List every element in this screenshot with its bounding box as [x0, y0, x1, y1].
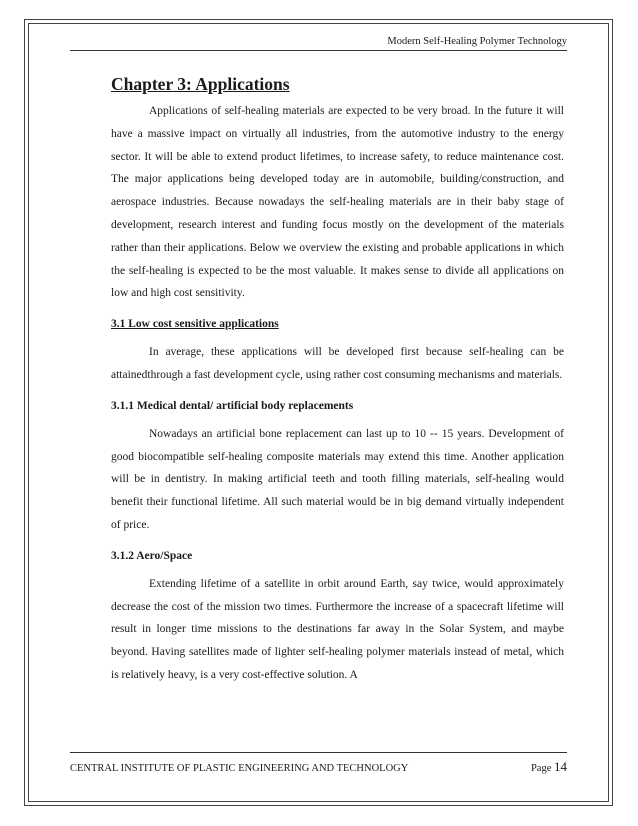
running-header	[70, 36, 567, 51]
page-number-label	[531, 759, 567, 775]
section-3-1-2-paragraph: Extending lifetime of a satellite in orbit around Earth, say twice, would approximately decrease the cost of the mission two times. Furthermore the increase of a spacecraft lifetime will result in longer time missions to the destinations far away in the Solar System, and maybe beyond. Having satellites made of lighter self-healing polymer materials instead of metal, which is relatively heavy, is a very cost-effective solution. A	[111, 577, 564, 681]
chapter-intro-paragraph: Applications of self-healing materials are expected to be very broad. In the future it will have a massive impact on virtually all industries, from the automotive industry to the energy sector. It will be able to extend product lifetimes, to increase safety, to reduce maintenance cost. The major applications being developed today are in automobile, building/construction, and aerospace industries. Because nowadays the self-healing materials are in their baby stage of development, research interest and funding focus mostly on the development of the materials rather than their applications. Below we overview the existing and probable applications in which the self-healing is expected to be the most valuable. It makes sense to divide all applications on low and high cost sensitivity.	[111, 105, 564, 300]
section-3-1-heading: 3.1 Low cost sensitive applications	[111, 318, 279, 331]
section-3-1-2-heading: 3.1.2 Aero/Space	[111, 549, 193, 562]
chapter-title: Chapter 3: Applications	[111, 74, 290, 94]
page-number: 14	[554, 759, 567, 774]
section-3-1-paragraph: In average, these applications will be developed first because self-healing can be attainedthrough a fast development cycle, using rather cost consuming mechanisms and materials.	[111, 346, 564, 381]
page-label: Page	[530, 763, 552, 774]
section-3-1-1-paragraph: Nowadays an artificial bone replacement can last up to 10 -- 15 years. Development of good biocompatible self-healing composite materials may extend this time. Another application will be in dentistry. In making artificial teeth and tooth filling materials, self-healing would benefit their functional lifetime. All such material would be in big demand virtually independent of price.	[111, 427, 564, 531]
page-footer	[70, 752, 567, 775]
footer-institute: CENTRAL INSTITUTE OF PLASTIC ENGINEERING AND TECHNOLOGY	[70, 763, 409, 774]
section-3-1-1-heading: 3.1.1 Medical dental/ artificial body replacements	[111, 399, 354, 412]
running-title: Modern Self-Healing Polymer Technology	[387, 36, 567, 47]
page-content	[111, 73, 564, 687]
